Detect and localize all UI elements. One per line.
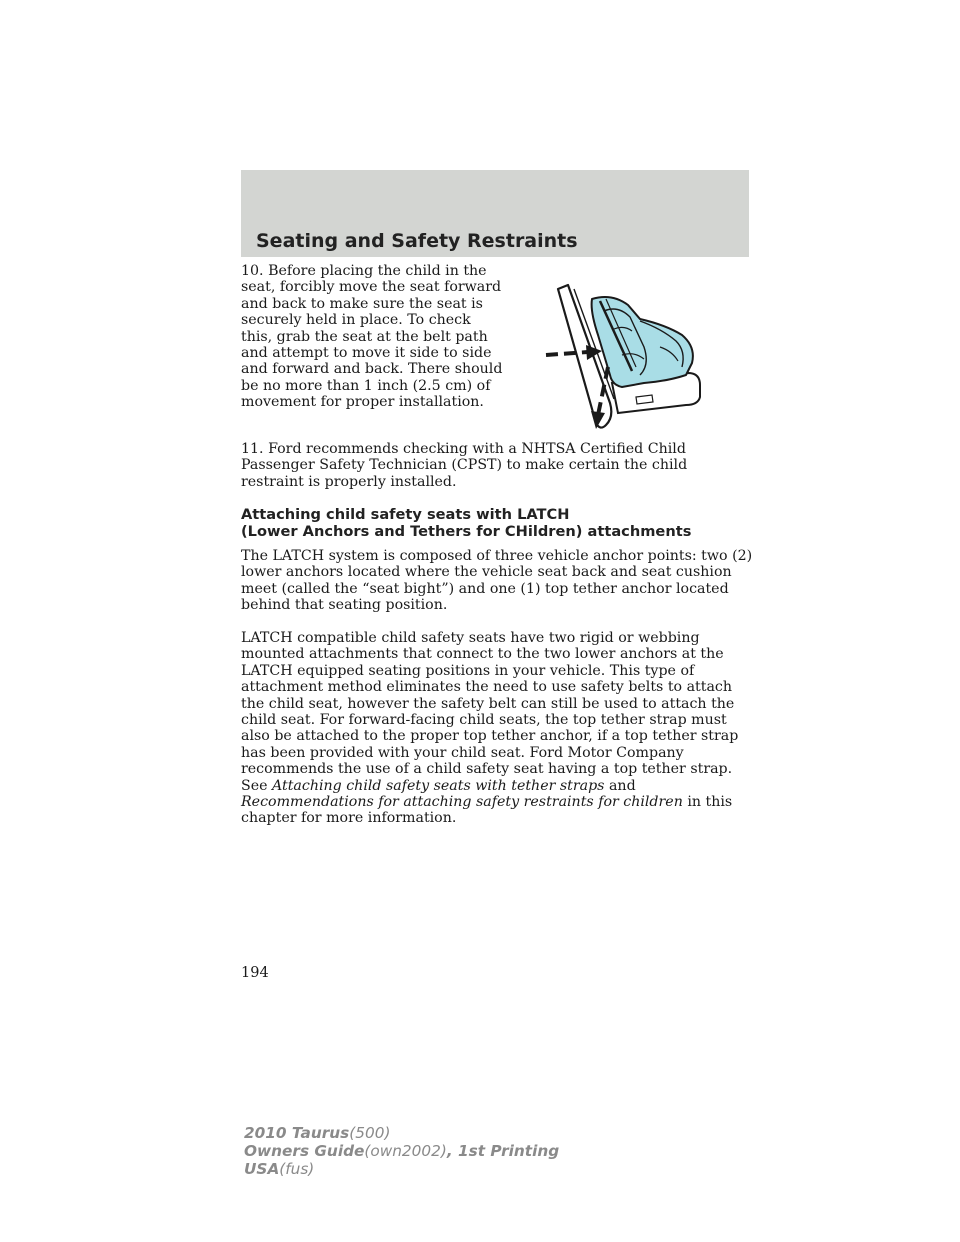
latch-paragraph-1: The LATCH system is composed of three vehicle anchor points: two (2) lower anchors located where the vehicle seat back and seat cushion meet (called the “seat bight”) and one (1) top tether anchor located behind that seating position. xyxy=(241,548,753,614)
cross-reference-tether-straps: Attaching child safety seats with tether straps xyxy=(272,777,605,794)
footer-printing: , 1st Printing xyxy=(446,1142,560,1160)
footer-model: 2010 Taurus xyxy=(244,1124,350,1142)
child-seat-movement-check-illustration xyxy=(540,275,710,440)
latch-section-heading xyxy=(241,506,761,540)
latch-paragraph-2 xyxy=(241,630,753,827)
footer-guide-code: (own2002) xyxy=(364,1142,447,1160)
footer-line-2 xyxy=(244,1142,559,1160)
heading-line-2: (Lower Anchors and Tethers for CHildren) attachments xyxy=(241,523,692,540)
paragraph-2-text: LATCH compatible child safety seats have two rigid or webbing mounted attachments that connect to the two lower anchors at the LATCH equipped seating positions in your vehicle. This type of attachment method eliminates the need to use safety belts to attach the child seat, however the safety belt can still be used to attach the child seat. For forward-facing child seats, the top tether strap must also be attached to the proper top tether anchor, if a top tether strap has been provided with your child seat. Ford Motor Company recommends the use of a child safety seat having a top tether strap. See xyxy=(241,630,739,794)
footer-line-1 xyxy=(244,1124,559,1142)
paragraph-2-and: and xyxy=(604,777,636,794)
cross-reference-recommendations: Recommendations for attaching safety restraints for children xyxy=(241,794,683,811)
paragraph-2-tail: in this chapter for more information. xyxy=(241,794,733,827)
footer-model-code: (500) xyxy=(349,1124,391,1142)
page-number: 194 xyxy=(241,965,269,981)
footer-guide: Owners Guide xyxy=(244,1142,365,1160)
step-11-text: 11. Ford recommends checking with a NHTSA Certified Child Passenger Safety Technician (CPST) to make certain the child restraint is properly installed. xyxy=(241,441,688,490)
footer-line-3 xyxy=(244,1160,559,1178)
document-footer xyxy=(244,1124,559,1178)
heading-line-1: Attaching child safety seats with LATCH xyxy=(241,506,570,523)
footer-market: USA xyxy=(244,1160,280,1178)
step-10-text: 10. Before placing the child in the seat, forcibly move the seat forward and back to make sure the seat is securely held in place. To check this, grab the seat at the belt path and attempt to move it side to side and forward and back. There should be no more than 1 inch (2.5 cm) of movement for proper installation. xyxy=(241,263,503,411)
section-title: Seating and Safety Restraints xyxy=(256,230,578,252)
footer-market-code: (fus) xyxy=(279,1160,315,1178)
